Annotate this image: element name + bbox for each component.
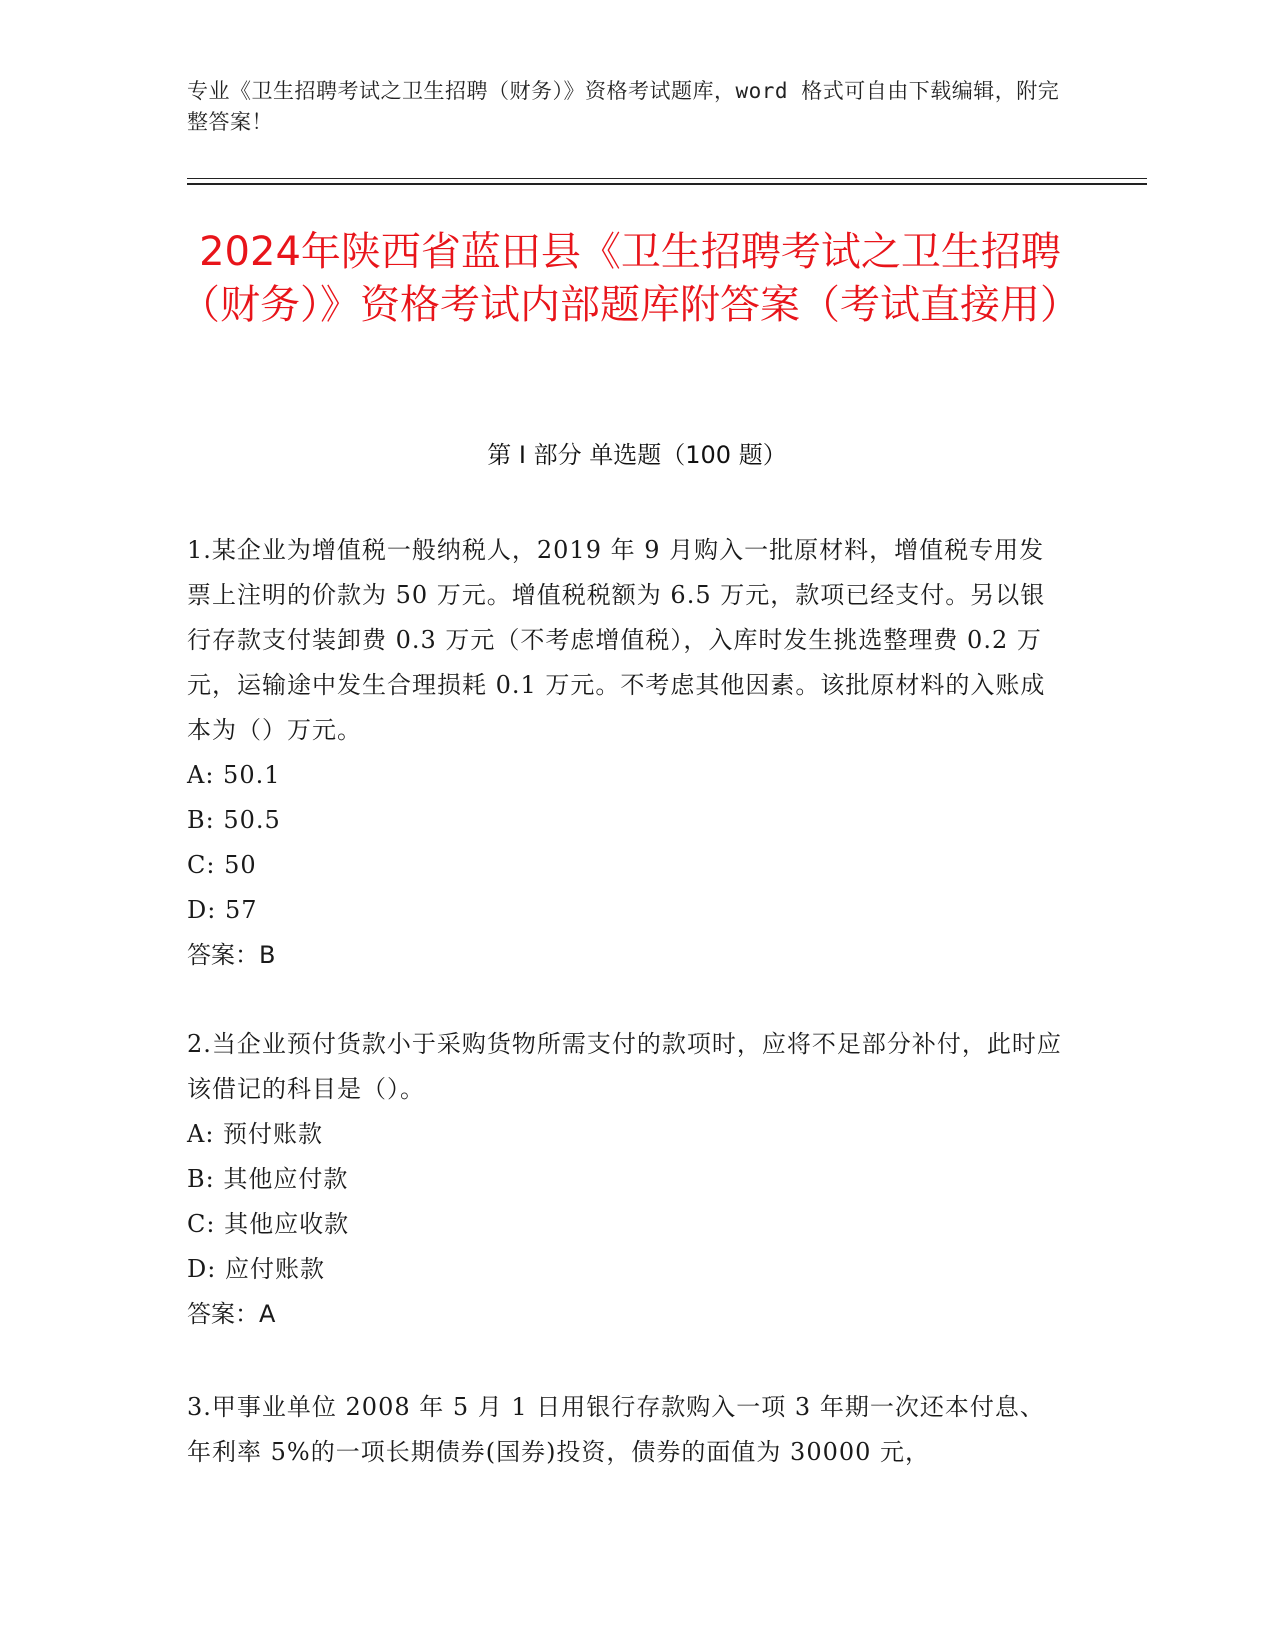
- header-divider-thin: [187, 178, 1147, 179]
- question-item: [187, 528, 1067, 977]
- question-item: [187, 1385, 1067, 1475]
- option-a: A: 预付账款: [187, 1120, 324, 1148]
- document-title: 2024年陕西省蓝田县《卫生招聘考试之卫生招聘（财务）》资格考试内部题库附答案（考试直接用）: [180, 229, 1080, 328]
- option-d: D: 应付账款: [187, 1255, 325, 1283]
- option-b: B: 其他应付款: [187, 1165, 349, 1193]
- option-d: D: 57: [187, 896, 258, 924]
- option-b: B: 50.5: [187, 806, 281, 834]
- question-stem: 2.当企业预付货款小于采购货物所需支付的款项时，应将不足部分补付，此时应该借记的科目是（）。: [187, 1030, 1062, 1103]
- section-title: 第 I 部分 单选题（100 题）: [487, 441, 787, 469]
- option-a: A: 50.1: [187, 761, 281, 789]
- answer-line: 答案：A: [187, 1300, 276, 1328]
- question-stem: 1.某企业为增值税一般纳税人，2019 年 9 月购入一批原材料，增值税专用发票上注明的价款为 50 万元。增值税税额为 6.5 万元，款项已经支付。另以银行存款支付装卸费 0.3 万元（不考虑增值税），入库时发生挑选整理费 0.2 万元，运输途中发生合理损耗 0.1 万元。不考虑其他因素。该批原材料的入账成本为（）万元。: [187, 536, 1046, 744]
- question-stem: 3.甲事业单位 2008 年 5 月 1 日用银行存款购入一项 3 年期一次还本付息、年利率 5%的一项长期债券(国券)投资，债券的面值为 30000 元，: [187, 1393, 1045, 1466]
- header-divider-thick: [187, 183, 1147, 185]
- answer-line: 答案：B: [187, 941, 276, 969]
- question-item: [187, 1022, 1067, 1336]
- header-note: 专业《卫生招聘考试之卫生招聘（财务）》资格考试题库，word 格式可自由下载编辑，附完整答案！: [187, 79, 1060, 134]
- option-c: C: 其他应收款: [187, 1210, 350, 1238]
- option-c: C: 50: [187, 851, 257, 879]
